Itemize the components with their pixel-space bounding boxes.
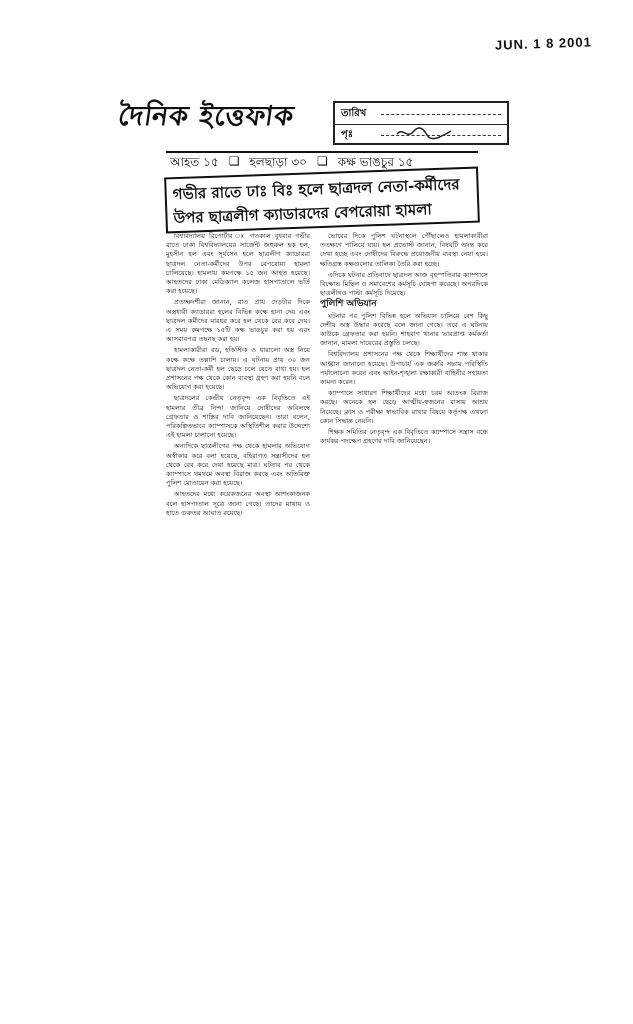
article-paragraph: ভোরের দিকে পুলিশ ঘটনাস্থলে পৌঁছালেও হামলাকারীরা ততক্ষণে পালিয়ে যায়। হল প্রভোস্ট জানান, বিষয়টি তদন্ত করে দেখা হচ্ছে এবং দোষীদের বিরুদ্ধে প্রয়োজনীয় ব্যবস্থা নেয়া হবে। ক্ষতিগ্রস্ত কক্ষগুলোর তালিকা তৈরি করা হচ্ছে।: [320, 232, 488, 268]
kicker-injured: আহত ১৫: [170, 155, 219, 169]
article-paragraph: অন্যদিকে ছাত্রলীগের পক্ষ থেকে হামলার অভিযোগ অস্বীকার করে বলা হয়েছে, বহিরাগত সন্ত্রাসীদের হল থেকে বের করে দেয়া হয়েছে মাত্র। ঘটনার পর থেকে ক্যাম্পাসে থমথমে অবস্থা বিরাজ করছে এবং অতিরিক্ত পুলিশ মোতায়েন করা হয়েছে।: [166, 442, 310, 488]
article-paragraph: ঘটনার পর পুলিশ বিভিন্ন হলে অভিযান চালিয়ে বেশ কিছু দেশীয় অস্ত্র উদ্ধার করেছে বলে জানা গেছে। তবে এ ঘটনায় কাউকে গ্রেফতার করা হয়নি। শাহবাগ থানার ভারপ্রাপ্ত কর্মকর্তা জানান, মামলা দায়েরের প্রস্তুতি চলছে।: [320, 311, 488, 348]
stamp-date-line: [381, 114, 501, 115]
article-paragraph: বিশ্ববিদ্যালয় রিপোর্টার ঃ গতকাল বুধবার গভীর রাতে ঢাকা বিশ্ববিদ্যালয়ের সার্জেন্ট জহুরুল হক হল, মুহসীন হল এবং সূর্যসেন হলে ছাত্রলীগ ক্যাডাররা ছাত্রদল নেতা-কর্মীদের উপর বেপরোয়া হামলা চালিয়েছে। হামলায় কমপক্ষে ১৫ জন আহত হয়েছে। আহতদের ঢাকা মেডিক্যাল কলেজ হাসপাতালে ভর্তি করা হয়েছে।: [166, 232, 310, 296]
article-subhead: পুলিশি অভিযান: [320, 299, 377, 310]
clipping-info-stamp: [333, 101, 509, 145]
article-paragraph: এদিকে ঘটনার প্রতিবাদে ছাত্রদল আজ বৃহস্পতিবার ক্যাম্পাসে বিক্ষোভ মিছিল ও সমাবেশের কর্মসূচি ঘোষণা করেছে। অপরদিকে ছাত্রলীগও পাল্টা কর্মসূচি দিয়েছে।: [320, 270, 488, 298]
stamp-page-label: পৃঃ: [341, 129, 354, 140]
kicker-separator-icon: ❏: [228, 154, 240, 168]
handwritten-mark-icon: [395, 126, 455, 140]
kicker-separator-icon: ❏: [316, 154, 328, 168]
article-column-left: [166, 232, 310, 1016]
headline-line-1: গভীর রাতে ঢাঃ বিঃ হলে ছাত্রদল নেতা-কর্মীদের: [172, 175, 460, 204]
article-column-right: [320, 232, 488, 1016]
article-paragraph: প্রত্যক্ষদর্শীরা জানান, রাত প্রায় দেড়টার দিকে অস্ত্রধারী ক্যাডাররা হলের বিভিন্ন কক্ষে হানা দেয় এবং ছাত্রদল কর্মীদের মারধর করে হল থেকে বের করে দেয়। এ সময় কমপক্ষে ১৫টি কক্ষ ভাঙচুর করা হয় এবং আসবাবপত্র তছনছ করা হয়।: [166, 298, 310, 344]
kicker-evicted: হলছাড়া ৩০: [249, 155, 307, 169]
kicker-rule: [166, 151, 478, 153]
stamp-date-label: তারিখ: [341, 108, 367, 119]
stamp-row-page: [335, 124, 507, 146]
headline-line-2: উপর ছাত্রলীগ ক্যাডারদের বেপরোয়া হামলা: [173, 200, 432, 228]
article-paragraph: আহতদের মধ্যে কয়েকজনের অবস্থা আশংকাজনক বলে হাসপাতাল সূত্রে জানা গেছে। তাদের মাথায় ও হাতে গুরুতর আঘাত রয়েছে।: [166, 490, 310, 517]
kicker-rooms-damaged: কক্ষ ভাঙচুর ১৫: [337, 155, 414, 169]
headline-box: [164, 167, 480, 234]
article-paragraph: ক্যাম্পাসে সাধারণ শিক্ষার্থীদের মধ্যে চরম আতংক বিরাজ করছে। অনেকে হল ছেড়ে আত্মীয়-স্বজনের বাসায় আশ্রয় নিয়েছে। ক্লাস ও পরীক্ষা স্বাভাবিক রাখার বিষয়ে কর্তৃপক্ষ এখনো কোন সিদ্ধান্ত নেয়নি।: [320, 389, 488, 425]
article-paragraph: হামলাকারীরা রড, হকিস্টিক ও ধারালো অস্ত্র নিয়ে কক্ষে কক্ষে তল্লাশি চালায়। এ ঘটনায় প্রায় ৩০ জন ছাত্রদল নেতা-কর্মী হল ছেড়ে চলে যেতে বাধ্য হয়। হল প্রশাসনের পক্ষ থেকে কোন ব্যবস্থা গ্রহণ করা হয়নি বলে অভিযোগ করা হয়েছে।: [166, 346, 310, 392]
newspaper-masthead: দৈনিক ইত্তেফাক: [116, 101, 297, 132]
article-paragraph: বিশ্ববিদ্যালয় প্রশাসনের পক্ষ থেকে শিক্ষার্থীদের শান্ত থাকার আহ্বান জানানো হয়েছে। উপাচার্য এক জরুরি সভায় পরিস্থিতি পর্যালোচনা করেন এবং আইন-শৃঙ্খলা রক্ষাকারী বাহিনীর সহায়তা কামনা করেন।: [320, 350, 488, 387]
clipping-date-stamp: JUN. 1 8 2001: [494, 34, 593, 53]
article-paragraph: শিক্ষক সমিতির নেতৃবৃন্দ এক বিবৃতিতে ক্যাম্পাসে সন্ত্রাস বন্ধে কার্যকর পদক্ষেপ গ্রহণের দাবি জানিয়েছেন।: [320, 428, 488, 446]
stamp-row-date: [335, 103, 507, 125]
article-paragraph: ছাত্রদলের কেন্দ্রীয় নেতৃবৃন্দ এক বিবৃতিতে এই হামলার তীব্র নিন্দা জানিয়ে দোষীদের অবিলম্বে গ্রেফতার ও শাস্তির দাবি জানিয়েছেন। তারা বলেন, পরিকল্পিতভাবে ক্যাম্পাসকে অস্থিতিশীল করার উদ্দেশ্যে এই হামলা চালানো হয়েছে।: [166, 394, 310, 440]
